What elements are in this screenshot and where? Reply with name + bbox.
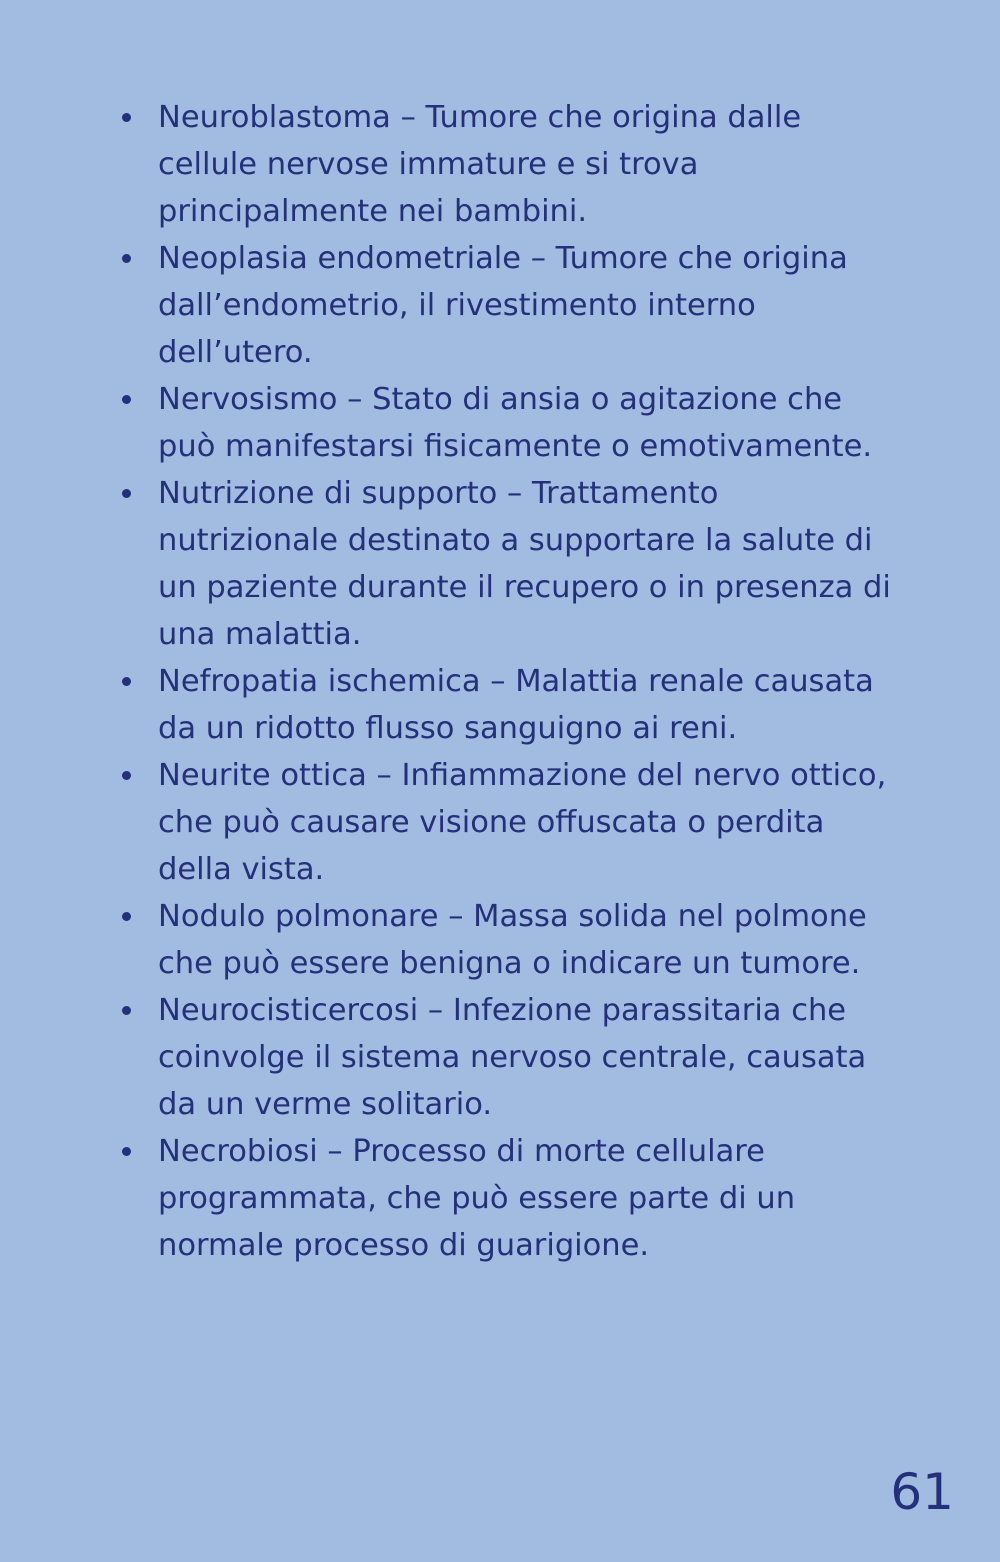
entry-text: Neurite ottica – Infiammazione del nervo ottico, che può causare visione offuscata o perdita della vista. xyxy=(158,758,887,887)
bullet-icon xyxy=(122,113,131,122)
entry-text: Neuroblastoma – Tumore che origina dalle cellule nervose immature e si trova principalmente nei bambini. xyxy=(158,100,802,229)
bullet-icon xyxy=(122,677,131,686)
glossary-list xyxy=(118,94,898,1269)
bullet-icon xyxy=(122,489,131,498)
list-item xyxy=(118,893,898,987)
list-item xyxy=(118,376,898,470)
list-item xyxy=(118,470,898,658)
bullet-icon xyxy=(122,1006,131,1015)
entry-text: Neoplasia endometriale – Tumore che origina dall’endometrio, il rivestimento interno dell’utero. xyxy=(158,241,848,370)
bullet-icon xyxy=(122,1147,131,1156)
entry-text: Nervosismo – Stato di ansia o agitazione che può manifestarsi fisicamente o emotivamente. xyxy=(158,382,873,464)
bullet-icon xyxy=(122,771,131,780)
bullet-icon xyxy=(122,912,131,921)
list-item xyxy=(118,1128,898,1269)
bullet-icon xyxy=(122,254,131,263)
entry-text: Nutrizione di supporto – Trattamento nutrizionale destinato a supportare la salute di un paziente durante il recupero o in presenza di una malattia. xyxy=(158,476,891,652)
list-item xyxy=(118,94,898,235)
list-item xyxy=(118,987,898,1128)
entry-text: Neurocisticercosi – Infezione parassitaria che coinvolge il sistema nervoso centrale, causata da un verme solitario. xyxy=(158,993,867,1122)
entry-text: Nodulo polmonare – Massa solida nel polmone che può essere benigna o indicare un tumore. xyxy=(158,899,867,981)
list-item xyxy=(118,658,898,752)
bullet-icon xyxy=(122,395,131,404)
list-item xyxy=(118,752,898,893)
page-number: 61 xyxy=(890,1463,954,1521)
entry-text: Necrobiosi – Processo di morte cellulare programmata, che può essere parte di un normale processo di guarigione. xyxy=(158,1134,796,1263)
list-item xyxy=(118,235,898,376)
entry-text: Nefropatia ischemica – Malattia renale causata da un ridotto flusso sanguigno ai reni. xyxy=(158,664,874,746)
